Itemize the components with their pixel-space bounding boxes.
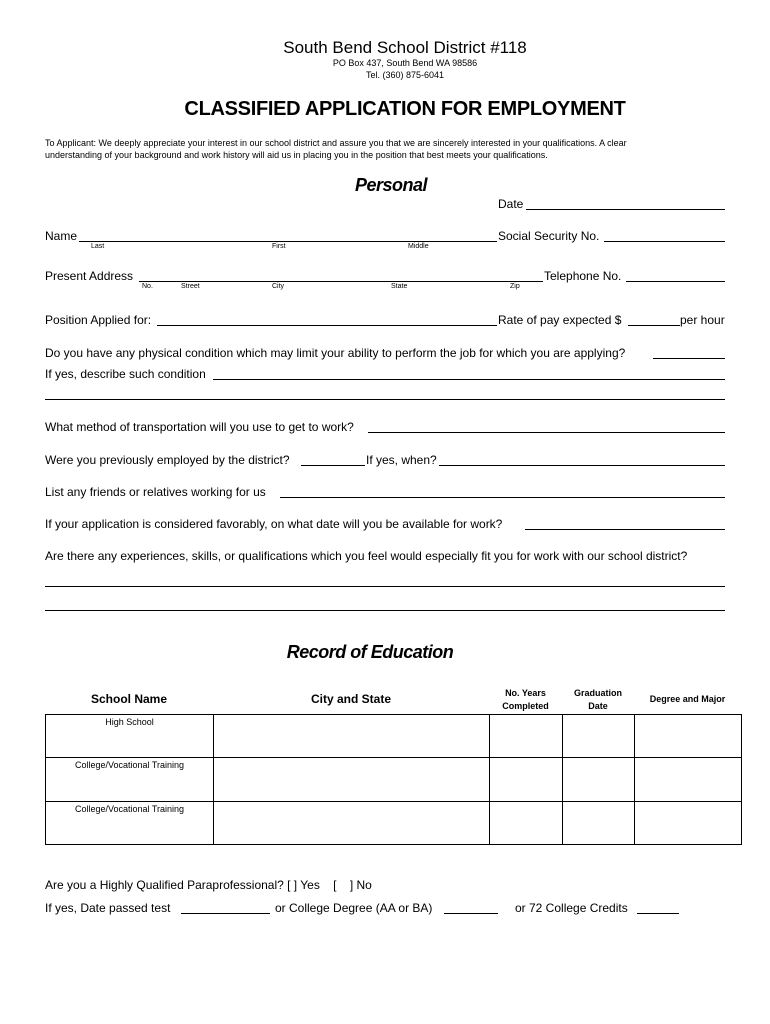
section-title-education: Record of Education xyxy=(286,642,454,662)
form-title: CLASSIFIED APPLICATION FOR EMPLOYMENT xyxy=(184,98,626,120)
name-sub-middle: Middle xyxy=(408,243,429,250)
graduation-cell[interactable] xyxy=(563,715,635,758)
table-row xyxy=(46,715,742,758)
degree-cell[interactable] xyxy=(635,758,742,802)
experience-field-1[interactable] xyxy=(45,586,725,587)
physical-condition-field[interactable] xyxy=(653,358,725,359)
graduation-cell[interactable] xyxy=(563,758,635,802)
if-yes-when-label: If yes, when? xyxy=(366,453,437,467)
section-title-personal: Personal xyxy=(354,175,428,195)
col-header-grad-line1: Graduation xyxy=(573,688,622,698)
degree-cell[interactable] xyxy=(635,802,742,845)
if-yes-when-field[interactable] xyxy=(439,465,725,466)
years-cell[interactable] xyxy=(490,802,563,845)
name-sub-first: First xyxy=(272,243,286,250)
describe-condition-label: If yes, describe such condition xyxy=(45,367,206,381)
col-header-degree: Degree and Major xyxy=(649,694,726,704)
date-label: Date xyxy=(498,197,524,211)
col-header-grad-line2: Date xyxy=(588,701,608,711)
table-row xyxy=(46,758,742,802)
degree-cell[interactable] xyxy=(635,715,742,758)
experience-field-2[interactable] xyxy=(45,610,725,611)
college-credits-field[interactable] xyxy=(637,913,679,914)
address-sub-state: State xyxy=(391,283,408,290)
available-date-question: If your application is considered favorably, on what date will you be available for work? xyxy=(45,517,503,531)
address-sub-no: No. xyxy=(142,283,153,290)
date-passed-field[interactable] xyxy=(181,913,270,914)
college-degree-field[interactable] xyxy=(444,913,498,914)
name-field[interactable] xyxy=(79,241,497,242)
ssn-label: Social Security No. xyxy=(498,229,600,243)
col-header-city-state: City and State xyxy=(310,692,391,706)
position-field[interactable] xyxy=(157,325,497,326)
date-passed-label: If yes, Date passed test xyxy=(45,901,171,915)
telephone-label: Telephone No. xyxy=(544,269,622,283)
friends-relatives-question: List any friends or relatives working for us xyxy=(45,485,266,499)
ssn-field[interactable] xyxy=(604,241,725,242)
col-header-years-line2: Completed xyxy=(502,701,549,711)
col-header-school-name: School Name xyxy=(90,692,168,706)
paraprofessional-question: Are you a Highly Qualified Paraprofessional? [ ] Yes [ ] No xyxy=(45,878,372,892)
table-row xyxy=(46,802,742,845)
date-field[interactable] xyxy=(526,209,725,210)
college-degree-label: or College Degree (AA or BA) xyxy=(275,901,433,915)
city-state-cell[interactable] xyxy=(214,802,490,845)
col-header-years-line1: No. Years xyxy=(505,688,546,698)
years-cell[interactable] xyxy=(490,758,563,802)
per-hour-label: per hour xyxy=(680,313,725,327)
address-sub-zip: Zip xyxy=(510,283,520,290)
transportation-question: What method of transportation will you use to get to work? xyxy=(45,420,354,434)
school-name-cell[interactable] xyxy=(46,715,214,758)
address-sub-city: City xyxy=(272,283,285,290)
position-label: Position Applied for: xyxy=(45,313,152,327)
district-phone: Tel. (360) 875-6041 xyxy=(365,70,445,80)
education-table xyxy=(45,714,742,845)
physical-condition-question: Do you have any physical condition which may limit your ability to perform the job for which you are applying? xyxy=(45,346,626,360)
graduation-cell[interactable] xyxy=(563,802,635,845)
row-label-college-1: College/Vocational Training xyxy=(74,760,185,770)
describe-condition-field[interactable] xyxy=(213,379,725,380)
district-name: South Bend School District #118 xyxy=(283,38,527,57)
address-sub-street: Street xyxy=(181,283,200,290)
telephone-field[interactable] xyxy=(626,281,725,282)
row-label-high-school: High School xyxy=(105,717,154,727)
district-address: PO Box 437, South Bend WA 98586 xyxy=(332,58,478,68)
address-label: Present Address xyxy=(45,269,134,283)
school-name-cell[interactable] xyxy=(46,802,214,845)
college-credits-label: or 72 College Credits xyxy=(515,901,628,915)
transportation-field[interactable] xyxy=(368,432,725,433)
available-date-field[interactable] xyxy=(525,529,725,530)
city-state-cell[interactable] xyxy=(214,758,490,802)
city-state-cell[interactable] xyxy=(214,715,490,758)
school-name-cell[interactable] xyxy=(46,758,214,802)
row-label-college-2: College/Vocational Training xyxy=(74,804,185,814)
years-cell[interactable] xyxy=(490,715,563,758)
friends-relatives-field[interactable] xyxy=(280,497,725,498)
name-label: Name xyxy=(45,229,78,243)
previously-employed-field[interactable] xyxy=(301,465,365,466)
describe-condition-field-2[interactable] xyxy=(45,399,725,400)
address-field[interactable] xyxy=(139,281,543,282)
pay-field[interactable] xyxy=(628,325,680,326)
pay-label: Rate of pay expected $ xyxy=(498,313,622,327)
intro-text-line2: understanding of your background and work history will aid us in placing you in the position that best meets your qualifications. xyxy=(45,150,548,160)
name-sub-last: Last xyxy=(91,243,105,250)
intro-text-line1: To Applicant: We deeply appreciate your interest in our school district and assure you that we are sincerely interested in your qualifications. A clear xyxy=(45,138,627,148)
experience-question: Are there any experiences, skills, or qualifications which you feel would especially fit you for work with our school district? xyxy=(45,549,688,563)
previously-employed-question: Were you previously employed by the district? xyxy=(45,453,290,467)
